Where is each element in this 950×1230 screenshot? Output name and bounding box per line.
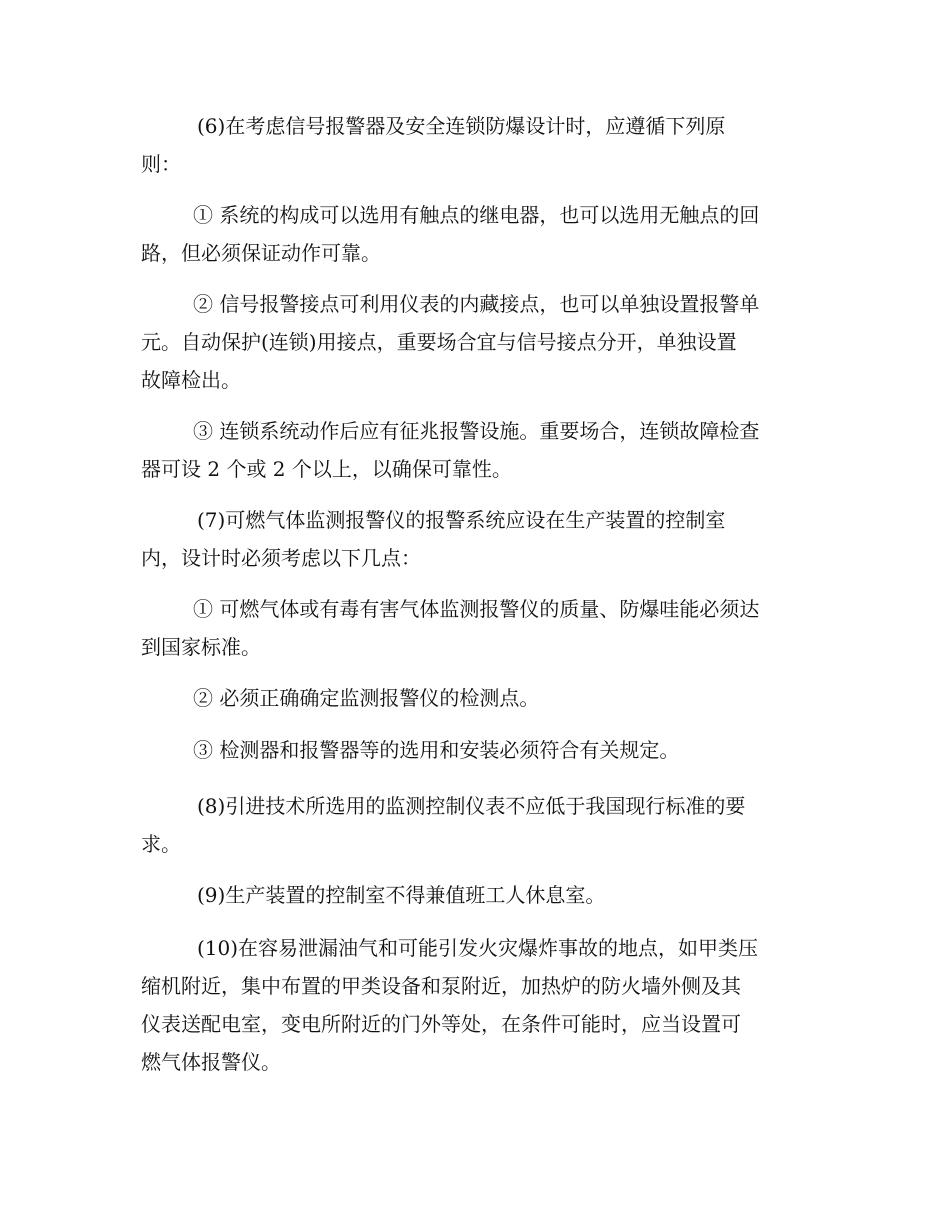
text-line: 燃气体报警仪。 xyxy=(141,1050,281,1074)
text-line: 到国家标准。 xyxy=(141,635,261,659)
paragraph-7 xyxy=(141,501,821,577)
text-line: ① 系统的构成可以选用有触点的继电器，也可以选用无触点的回 xyxy=(193,203,760,227)
text-line: ① 可燃气体或有毒有害气体监测报警仪的质量、防爆哇能必须达 xyxy=(193,597,760,621)
text-line: 则： xyxy=(141,152,181,176)
text-line: 元。自动保护(连锁)用接点，重要场合宜与信号接点分开，单独设置 xyxy=(141,330,737,354)
text-line: ③ 连锁系统动作后应有征兆报警设施。重要场合，连锁故障检查 xyxy=(193,419,760,443)
text-line: ② 信号报警接点可利用仪表的内藏接点，也可以单独设置报警单 xyxy=(193,292,760,316)
paragraph-8 xyxy=(141,787,821,863)
text-line: (7)可燃气体监测报警仪的报警系统应设在生产装置的控制室 xyxy=(197,508,726,532)
text-line: 器可设 2 个或 2 个以上，以确保可靠性。 xyxy=(141,457,512,481)
paragraph-6 xyxy=(141,107,821,183)
text-line: (8)引进技术所选用的监测控制仪表不应低于我国现行标准的要 xyxy=(197,794,746,818)
text-line: (6)在考虑信号报警器及安全连锁防爆设计时，应遵循下列原 xyxy=(197,114,726,138)
text-line: 内，设计时必须考虑以下几点： xyxy=(141,546,421,570)
paragraph-7-item-2 xyxy=(141,679,821,717)
text-line: 路，但必须保证动作可靠。 xyxy=(141,241,381,265)
paragraph-10 xyxy=(141,929,821,1081)
text-line: 缩机附近，集中布置的甲类设备和泵附近，加热炉的防火墙外侧及其 xyxy=(141,974,741,998)
paragraph-7-item-1 xyxy=(141,590,821,666)
text-line: (10)在容易泄漏油气和可能引发火灾爆炸事故的地点，如甲类压 xyxy=(197,936,759,960)
paragraph-6-item-3 xyxy=(141,412,821,488)
paragraph-9 xyxy=(141,876,821,914)
paragraph-6-item-1 xyxy=(141,196,821,272)
text-line: 故障检出。 xyxy=(141,368,241,392)
paragraph-6-item-2 xyxy=(141,285,821,399)
text-line: (9)生产装置的控制室不得兼值班工人休息室。 xyxy=(197,883,606,907)
text-line: 仪表送配电室，变电所附近的门外等处，在条件可能时，应当设置可 xyxy=(141,1012,741,1036)
paragraph-7-item-3 xyxy=(141,731,821,769)
text-line: 求。 xyxy=(141,832,181,856)
text-line: ② 必须正确确定监测报警仪的检测点。 xyxy=(193,686,540,710)
text-line: ③ 检测器和报警器等的选用和安装必须符合有关规定。 xyxy=(193,738,680,762)
